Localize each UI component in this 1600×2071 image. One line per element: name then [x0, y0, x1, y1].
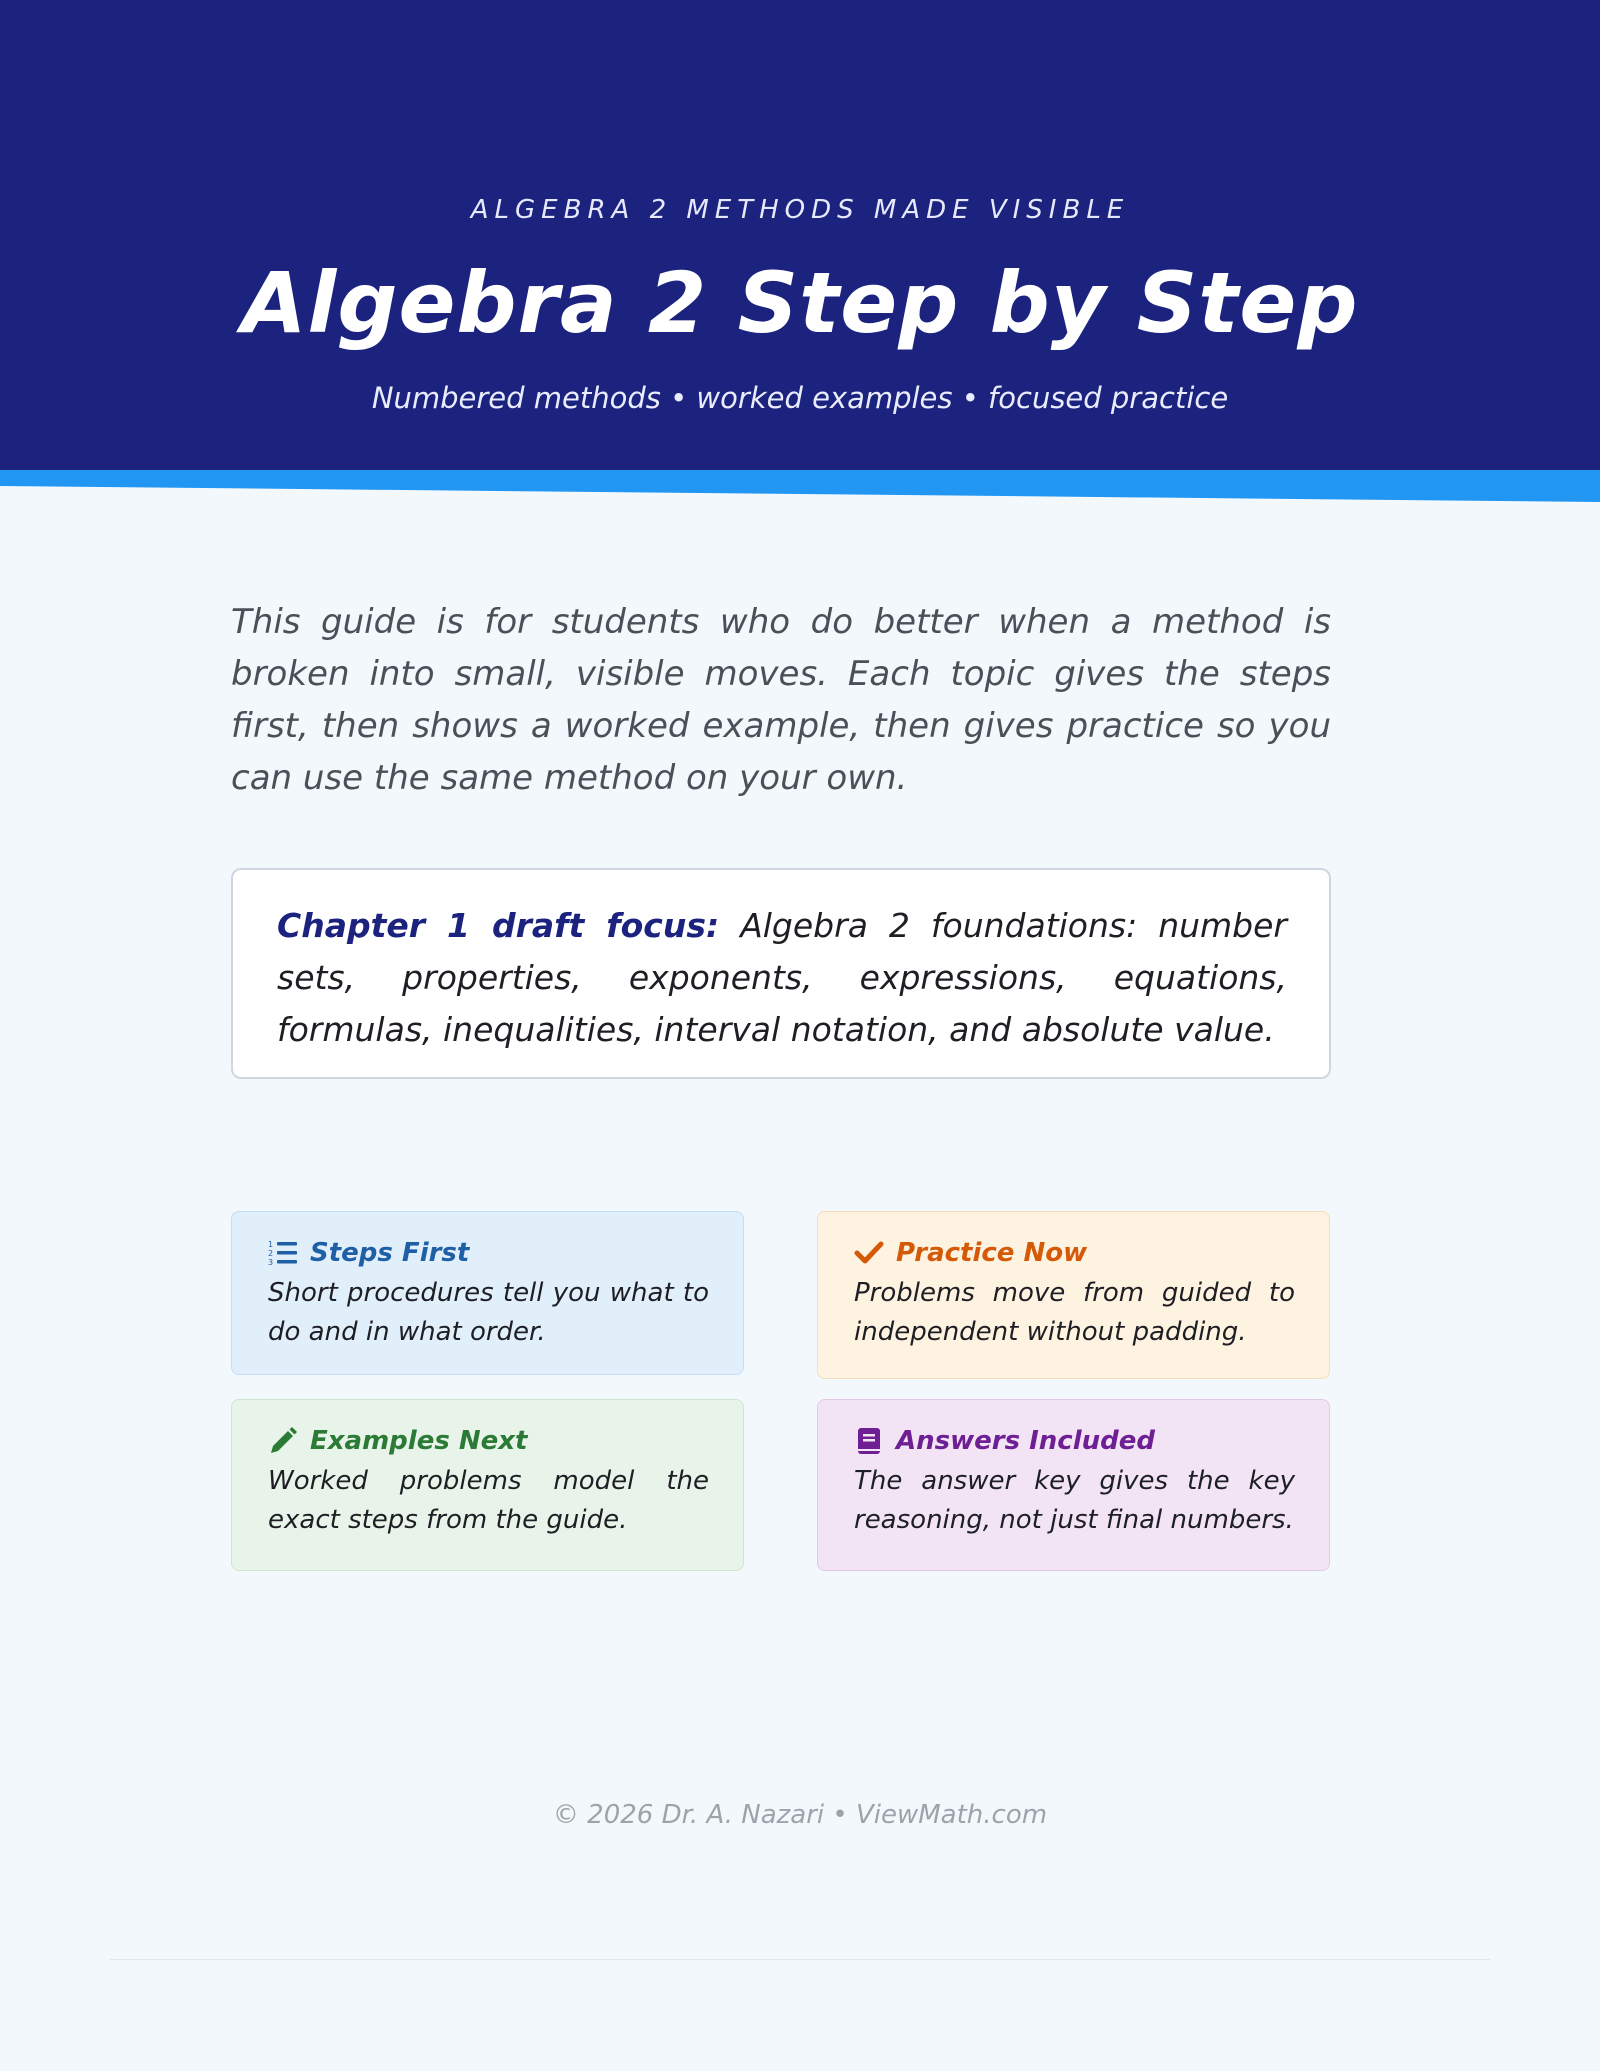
- focus-label: Chapter 1 draft focus:: [277, 906, 720, 945]
- svg-text:3: 3: [268, 1258, 274, 1267]
- hero-banner: [0, 0, 1600, 470]
- book-icon: [854, 1426, 884, 1456]
- feature-card-examples-next: [231, 1399, 744, 1571]
- card-title: Steps First: [310, 1238, 470, 1268]
- hero-kicker: ALGEBRA 2 METHODS MADE VISIBLE: [470, 195, 1130, 225]
- pencil-icon: [268, 1426, 298, 1456]
- card-text: Worked problems model the exact steps from the guide.: [268, 1466, 709, 1535]
- hero-subtitle: Numbered methods • worked examples • focused practice: [371, 381, 1229, 415]
- list-numbered-icon: [268, 1238, 298, 1268]
- feature-card-answers-included: [817, 1399, 1330, 1571]
- svg-text:2: 2: [268, 1249, 274, 1258]
- footer-credit: © 2026 Dr. A. Nazari • ViewMath.com: [552, 1800, 1048, 1830]
- accent-stripe: [0, 470, 1600, 502]
- card-text: Short procedures tell you what to do and in what order.: [268, 1278, 709, 1347]
- card-title: Practice Now: [896, 1238, 1088, 1268]
- feature-card-steps-first: [231, 1211, 744, 1375]
- svg-text:1: 1: [268, 1240, 274, 1249]
- feature-card-practice-now: [817, 1211, 1330, 1379]
- page-title: Algebra 2 Step by Step: [241, 254, 1359, 352]
- card-title: Answers Included: [896, 1426, 1155, 1456]
- intro-paragraph: This guide is for students who do better when a method is broken into small, visible moves. Each topic gives the steps first, then shows a worked example, then gives practice so you can use the same method on your own.: [231, 602, 1331, 798]
- chapter-focus-box: [231, 868, 1331, 1079]
- card-text: The answer key gives the key reasoning, not just final numbers.: [854, 1466, 1295, 1535]
- card-text: Problems move from guided to independent without padding.: [854, 1278, 1295, 1347]
- footer-divider: [110, 1959, 1490, 1960]
- hero-content: [0, 195, 1600, 415]
- checkmark-icon: [854, 1238, 884, 1268]
- card-title: Examples Next: [310, 1426, 528, 1456]
- focus-text: Algebra 2 foundations: number sets, properties, exponents, expressions, equations, formulas, inequalities, interval notation, and absolute value.: [277, 906, 1287, 1049]
